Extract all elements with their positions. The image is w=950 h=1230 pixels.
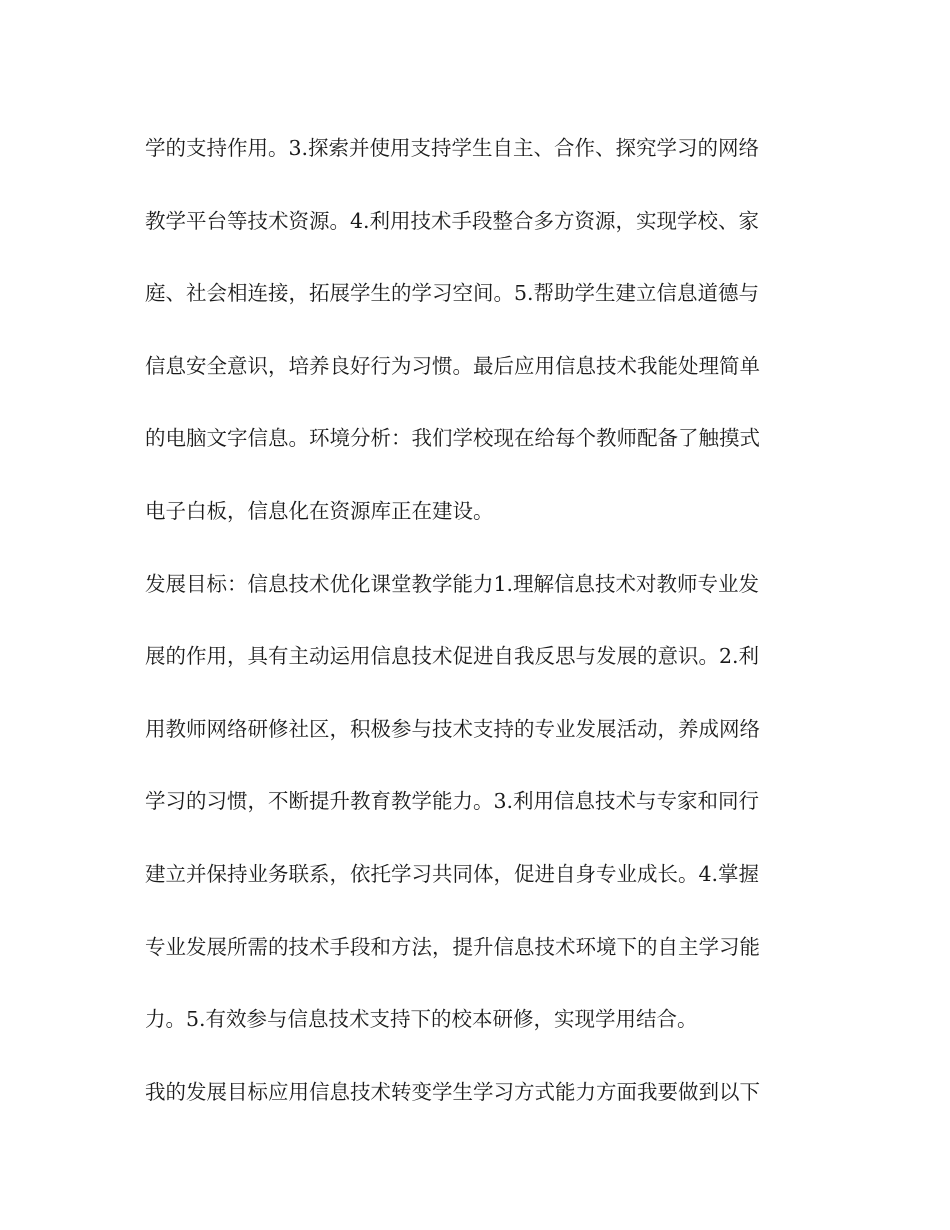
text-line: 我的发展目标应用信息技术转变学生学习方式能力方面我要做到以下 xyxy=(145,1079,760,1104)
text-line: 展的作用，具有主动运用信息技术促进自我反思与发展的意识。2.利 xyxy=(145,644,760,669)
text-line: 专业发展所需的技术手段和方法，提升信息技术环境下的自主学习能 xyxy=(145,934,760,959)
text-line: 力。5.有效参与信息技术支持下的校本研修，实现学用结合。 xyxy=(145,1007,698,1032)
text-line: 教学平台等技术资源。4.利用技术手段整合多方资源，实现学校、家 xyxy=(145,208,760,233)
document-body xyxy=(145,112,805,1128)
text-line: 信息安全意识，培养良好行为习惯。最后应用信息技术我能处理简单 xyxy=(145,353,760,378)
text-line: 发展目标：信息技术优化课堂教学能力1.理解信息技术对教师专业发 xyxy=(145,571,760,596)
text-line: 庭、社会相连接，拓展学生的学习空间。5.帮助学生建立信息道德与 xyxy=(145,281,760,306)
text-line: 电子白板，信息化在资源库正在建设。 xyxy=(145,498,494,523)
text-line: 建立并保持业务联系，依托学习共同体，促进自身专业成长。4.掌握 xyxy=(145,861,760,886)
text-line: 用教师网络研修社区，积极参与技术支持的专业发展活动，养成网络 xyxy=(145,716,760,741)
text-line: 的电脑文字信息。环境分析：我们学校现在给每个教师配备了触摸式 xyxy=(145,426,760,451)
text-line: 学习的习惯，不断提升教育教学能力。3.利用信息技术与专家和同行 xyxy=(145,789,760,814)
text-line: 学的支持作用。3.探索并使用支持学生自主、合作、探究学习的网络 xyxy=(145,136,760,160)
